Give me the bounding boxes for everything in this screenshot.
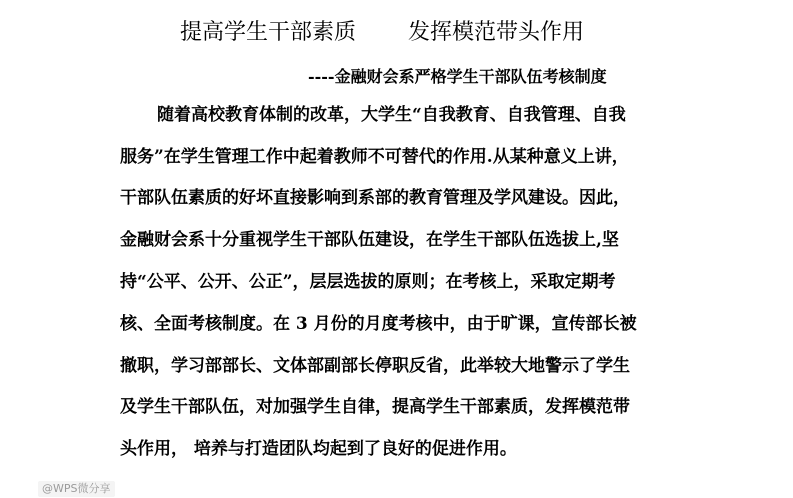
title-part-1: 提高学生干部素质 [180, 20, 357, 45]
document-title [180, 18, 620, 48]
paragraph-line: 及学生干部队伍，对加强学生自律，提高学生干部素质，发挥模范带 [120, 397, 630, 417]
wps-watermark: @WPS微分享 [38, 481, 115, 497]
paragraph-line: 服务”在学生管理工作中起着教师不可替代的作用.从某种意义上讲， [120, 147, 629, 167]
paragraph-line: 撤职，学习部部长、文体部副部长停职反省，此举较大地警示了学生 [120, 356, 630, 376]
paragraph-line: 持“公平、公开、公正”，层层选拔的原则；在考核上，采取定期考 [120, 272, 616, 292]
document-subtitle: ----金融财会系严格学生干部队伍考核制度 [308, 67, 607, 86]
paragraph-line: 头作用， 培养与打造团队均起到了良好的促进作用。 [120, 439, 517, 459]
paragraph-line: 随着高校教育体制的改革，大学生“自我教育、自我管理、自我 [157, 105, 626, 125]
paragraph-line: 干部队伍素质的好坏直接影响到系部的教育管理及学风建设。因此， [120, 188, 630, 208]
paragraph-line: 核、全面考核制度。在 3 月份的月度考核中，由于旷课，宣传部长被 [120, 314, 637, 334]
title-part-2: 发挥模范带头作用 [408, 20, 585, 45]
paragraph-line: 金融财会系十分重视学生干部队伍建设，在学生干部队伍选拔上,坚 [120, 230, 619, 250]
